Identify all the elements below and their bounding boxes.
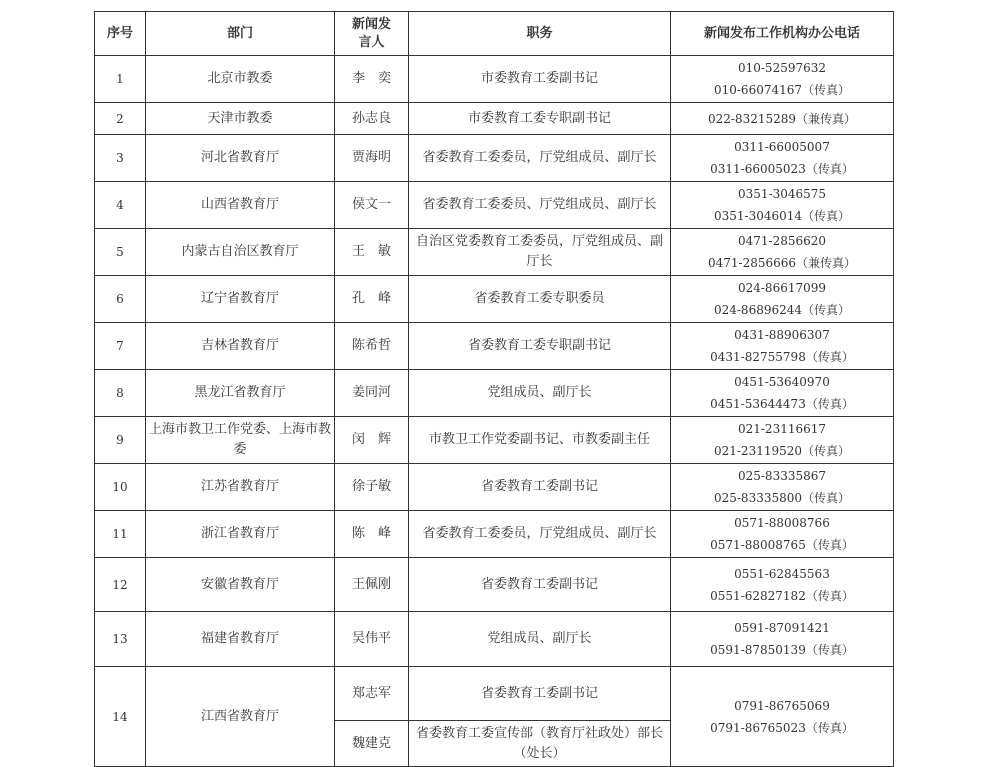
- row-spokesperson: 孙志良: [335, 103, 409, 135]
- row-dept: 福建省教育厅: [146, 612, 335, 667]
- row-title: 省委教育工委专职委员: [409, 276, 671, 323]
- row-spokesperson: 郑志军: [335, 667, 409, 721]
- row-title-second: 省委教育工委宣传部（教育厅社政处）部长（处长）: [409, 721, 671, 767]
- header-title: 职务: [409, 12, 671, 56]
- row-no: 13: [95, 612, 146, 667]
- header-phone: 新闻发布工作机构办公电话: [671, 12, 894, 56]
- phone-line-2: 0591-87850139（传真）: [710, 643, 854, 657]
- row-phone: [671, 417, 894, 464]
- row-dept: 内蒙古自治区教育厅: [146, 229, 335, 276]
- phone-line-1: 0451-53640970: [734, 375, 830, 389]
- phone-line-1: 021-23116617: [737, 422, 827, 436]
- row-spokesperson: 王佩刚: [335, 558, 409, 612]
- phone-line-2: 0311-66005023（传真）: [710, 162, 854, 176]
- row-title: 自治区党委教育工委委员，厅党组成员、副厅长: [409, 229, 671, 276]
- row-no: 6: [95, 276, 146, 323]
- phone-line-2: 0471-2856666（兼传真）: [707, 256, 857, 270]
- phone-line-2: 0431-82755798（传真）: [710, 350, 854, 364]
- row-phone: [671, 103, 894, 135]
- row-spokesperson: 孔 峰: [335, 276, 409, 323]
- row-phone: [671, 182, 894, 229]
- row-no: 7: [95, 323, 146, 370]
- row-dept: 山西省教育厅: [146, 182, 335, 229]
- row-spokesperson: 贾海明: [335, 135, 409, 182]
- row-dept: 上海市教卫工作党委、上海市教委: [146, 417, 335, 464]
- row-title: 省委教育工委委员、厅党组成员、副厅长: [409, 182, 671, 229]
- row-dept: 江苏省教育厅: [146, 464, 335, 511]
- row-phone: [671, 56, 894, 103]
- row-title: 省委教育工委副书记: [409, 558, 671, 612]
- row-title: 省委教育工委委员，厅党组成员、副厅长: [409, 135, 671, 182]
- row-no: 2: [95, 103, 146, 135]
- row-dept: 江西省教育厅: [146, 667, 335, 767]
- phone-line-2: 0791-86765023（传真）: [710, 720, 854, 735]
- row-no: 9: [95, 417, 146, 464]
- row-title: 省委教育工委委员，厅党组成员、副厅长: [409, 511, 671, 558]
- table-header-row: [95, 12, 894, 56]
- row-no: 1: [95, 56, 146, 103]
- phone-line-2: 0571-88008765（传真）: [710, 538, 854, 552]
- table-row: [95, 370, 894, 417]
- phone-line-2: 024-86896244（传真）: [713, 303, 851, 317]
- table-row: [95, 558, 894, 612]
- row-phone: [671, 558, 894, 612]
- row-no: 4: [95, 182, 146, 229]
- row-dept: 北京市教委: [146, 56, 335, 103]
- table-row: [95, 103, 894, 135]
- phone-line-2: 025-83335800（传真）: [713, 491, 851, 505]
- row-spokesperson: 吴伟平: [335, 612, 409, 667]
- row-no: 14: [95, 667, 146, 767]
- header-spokesperson-label: 新闻发言人: [352, 16, 392, 50]
- row-spokesperson: 陈 峰: [335, 511, 409, 558]
- phone-line-1: 0311-66005007: [734, 140, 830, 154]
- row-spokesperson: 王 敏: [335, 229, 409, 276]
- table-row: [95, 464, 894, 511]
- table-row: [95, 135, 894, 182]
- row-no: 5: [95, 229, 146, 276]
- row-title: 市教卫工作党委副书记、市教委副主任: [409, 417, 671, 464]
- row-spokesperson: 侯文一: [335, 182, 409, 229]
- phone-line-1: 025-83335867: [737, 469, 827, 483]
- row-spokesperson: 陈希哲: [335, 323, 409, 370]
- row-spokesperson: 李 奕: [335, 56, 409, 103]
- row-no: 3: [95, 135, 146, 182]
- row-no: 12: [95, 558, 146, 612]
- row-dept: 天津市教委: [146, 103, 335, 135]
- row-dept: 吉林省教育厅: [146, 323, 335, 370]
- row-title: 党组成员、副厅长: [409, 370, 671, 417]
- phone-line-1: 024-86617099: [737, 281, 827, 295]
- row-dept: 黑龙江省教育厅: [146, 370, 335, 417]
- table-row: [95, 667, 894, 721]
- phone-line-1: 0571-88008766: [734, 516, 830, 530]
- table-row: [95, 182, 894, 229]
- table-row: [95, 56, 894, 103]
- row-spokesperson: 徐子敏: [335, 464, 409, 511]
- row-spokesperson-second: 魏建克: [335, 721, 409, 767]
- table-row: [95, 612, 894, 667]
- table-row: [95, 229, 894, 276]
- phone-line-2: 0451-53644473（传真）: [710, 397, 854, 411]
- row-dept: 安徽省教育厅: [146, 558, 335, 612]
- row-title: 省委教育工委专职副书记: [409, 323, 671, 370]
- header-no: 序号: [95, 12, 146, 56]
- table-row: [95, 323, 894, 370]
- row-phone: [671, 370, 894, 417]
- table-row: [95, 511, 894, 558]
- row-phone: [671, 276, 894, 323]
- row-title: 省委教育工委副书记: [409, 464, 671, 511]
- row-phone: [671, 511, 894, 558]
- spokesperson-table: [94, 11, 894, 767]
- phone-line-1: 0591-87091421: [734, 621, 830, 635]
- header-spokesperson: [335, 12, 409, 56]
- table-row: [95, 276, 894, 323]
- phone-line-1: 022-83215289（兼传真）: [707, 111, 857, 126]
- row-title: 省委教育工委副书记: [409, 667, 671, 721]
- phone-line-1: 0471-2856620: [737, 234, 827, 248]
- row-no: 11: [95, 511, 146, 558]
- phone-line-1: 0351-3046575: [737, 187, 827, 201]
- row-title: 市委教育工委副书记: [409, 56, 671, 103]
- row-phone: [671, 667, 894, 767]
- phone-line-2: 0351-3046014（传真）: [713, 209, 851, 223]
- row-dept: 浙江省教育厅: [146, 511, 335, 558]
- row-phone: [671, 612, 894, 667]
- row-dept: 河北省教育厅: [146, 135, 335, 182]
- row-title: 市委教育工委专职副书记: [409, 103, 671, 135]
- phone-line-1: 0431-88906307: [734, 328, 830, 342]
- header-dept: 部门: [146, 12, 335, 56]
- row-dept: 辽宁省教育厅: [146, 276, 335, 323]
- phone-line-2: 021-23119520（传真）: [713, 444, 851, 458]
- row-phone: [671, 323, 894, 370]
- phone-line-1: 010-52597632: [737, 61, 827, 75]
- table-row: [95, 417, 894, 464]
- row-phone: [671, 135, 894, 182]
- phone-line-2: 010-66074167（传真）: [713, 83, 851, 97]
- row-title: 党组成员、副厅长: [409, 612, 671, 667]
- row-spokesperson: 姜同河: [335, 370, 409, 417]
- phone-line-1: 0791-86765069: [734, 698, 830, 713]
- phone-line-1: 0551-62845563: [734, 566, 830, 581]
- row-no: 8: [95, 370, 146, 417]
- row-phone: [671, 464, 894, 511]
- phone-line-2: 0551-62827182（传真）: [710, 588, 854, 603]
- row-no: 10: [95, 464, 146, 511]
- row-phone: [671, 229, 894, 276]
- row-spokesperson: 闵 辉: [335, 417, 409, 464]
